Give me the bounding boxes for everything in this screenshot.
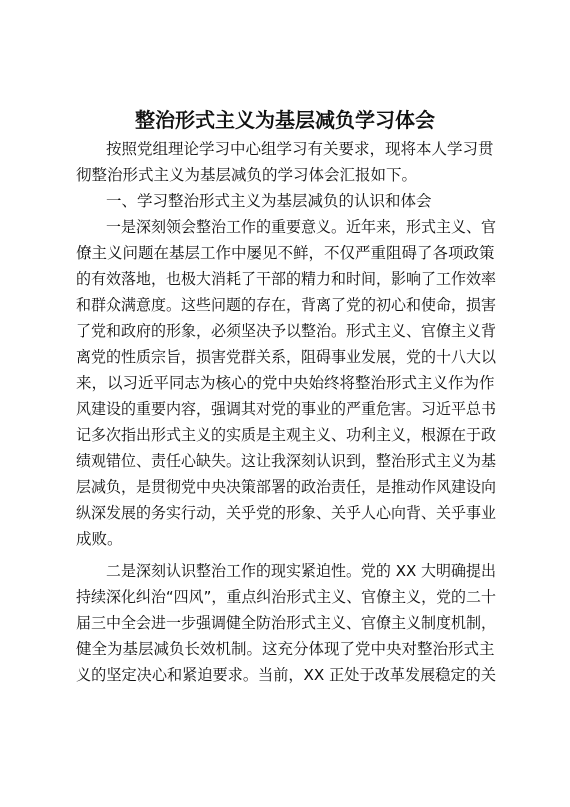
text-line: 一是深刻领会整治工作的重要意义。近年来，形式主义、官 [106, 218, 496, 236]
text-line: 义的坚定决心和紧迫要求。当前，XX 正处于改革发展稳定的关 [76, 666, 496, 684]
text-line: 届三中全会进一步强调健全防治形式主义、官僚主义制度机制， [76, 614, 496, 632]
text-line: 二是深刻认识整治工作的现实紧迫性。党的 XX 大明确提出 [106, 562, 496, 580]
text-line: 僚主义问题在基层工作中屡见不鲜，不仅严重阻碍了各项政策 [76, 244, 495, 262]
text-line: 和群众满意度。这些问题的存在，背离了党的初心和使命，损害 [76, 296, 496, 314]
text-line: 来，以习近平同志为核心的党中央始终将整治形式主义作为作 [76, 374, 495, 392]
text-line: 记多次指出形式主义的实质是主观主义、功利主义，根源在于政 [76, 426, 496, 444]
text-line: 层减负，是贯彻党中央决策部署的政治责任，是推动作风建设向 [76, 478, 496, 496]
text-line: 风建设的重要内容，强调其对党的事业的严重危害。习近平总书 [76, 400, 496, 418]
text-line: 按照党组理论学习中心组学习有关要求，现将本人学习贯 [106, 140, 494, 158]
document-title: 整治形式主义为基层减负学习体会 [135, 108, 435, 132]
text-line: 了党和政府的形象，必须坚决予以整治。形式主义、官僚主义背 [76, 322, 496, 340]
text-line: 绩观错位、责任心缺失。这让我深刻认识到，整治形式主义为基 [76, 452, 496, 470]
text-line: 持续深化纠治“四风”，重点纠治形式主义、官僚主义，党的二十 [76, 588, 497, 606]
text-line: 彻整治形式主义为基层减负的学习体会汇报如下。 [76, 166, 418, 184]
text-line: 离党的性质宗旨，损害党群关系，阻碍事业发展，党的十八大以 [76, 348, 496, 366]
text-line: 成败。 [76, 530, 123, 548]
text-line: 健全为基层减负长效机制。这充分体现了党中央对整治形式主 [76, 640, 495, 658]
text-line: 纵深发展的务实行动，关乎党的形象、关乎人心向背、关乎事业 [76, 504, 496, 522]
text-line: 一、学习整治形式主义为基层减负的认识和体会 [106, 192, 432, 210]
document-body [76, 136, 496, 688]
text-line: 的有效落地，也极大消耗了干部的精力和时间，影响了工作效率 [76, 270, 496, 288]
